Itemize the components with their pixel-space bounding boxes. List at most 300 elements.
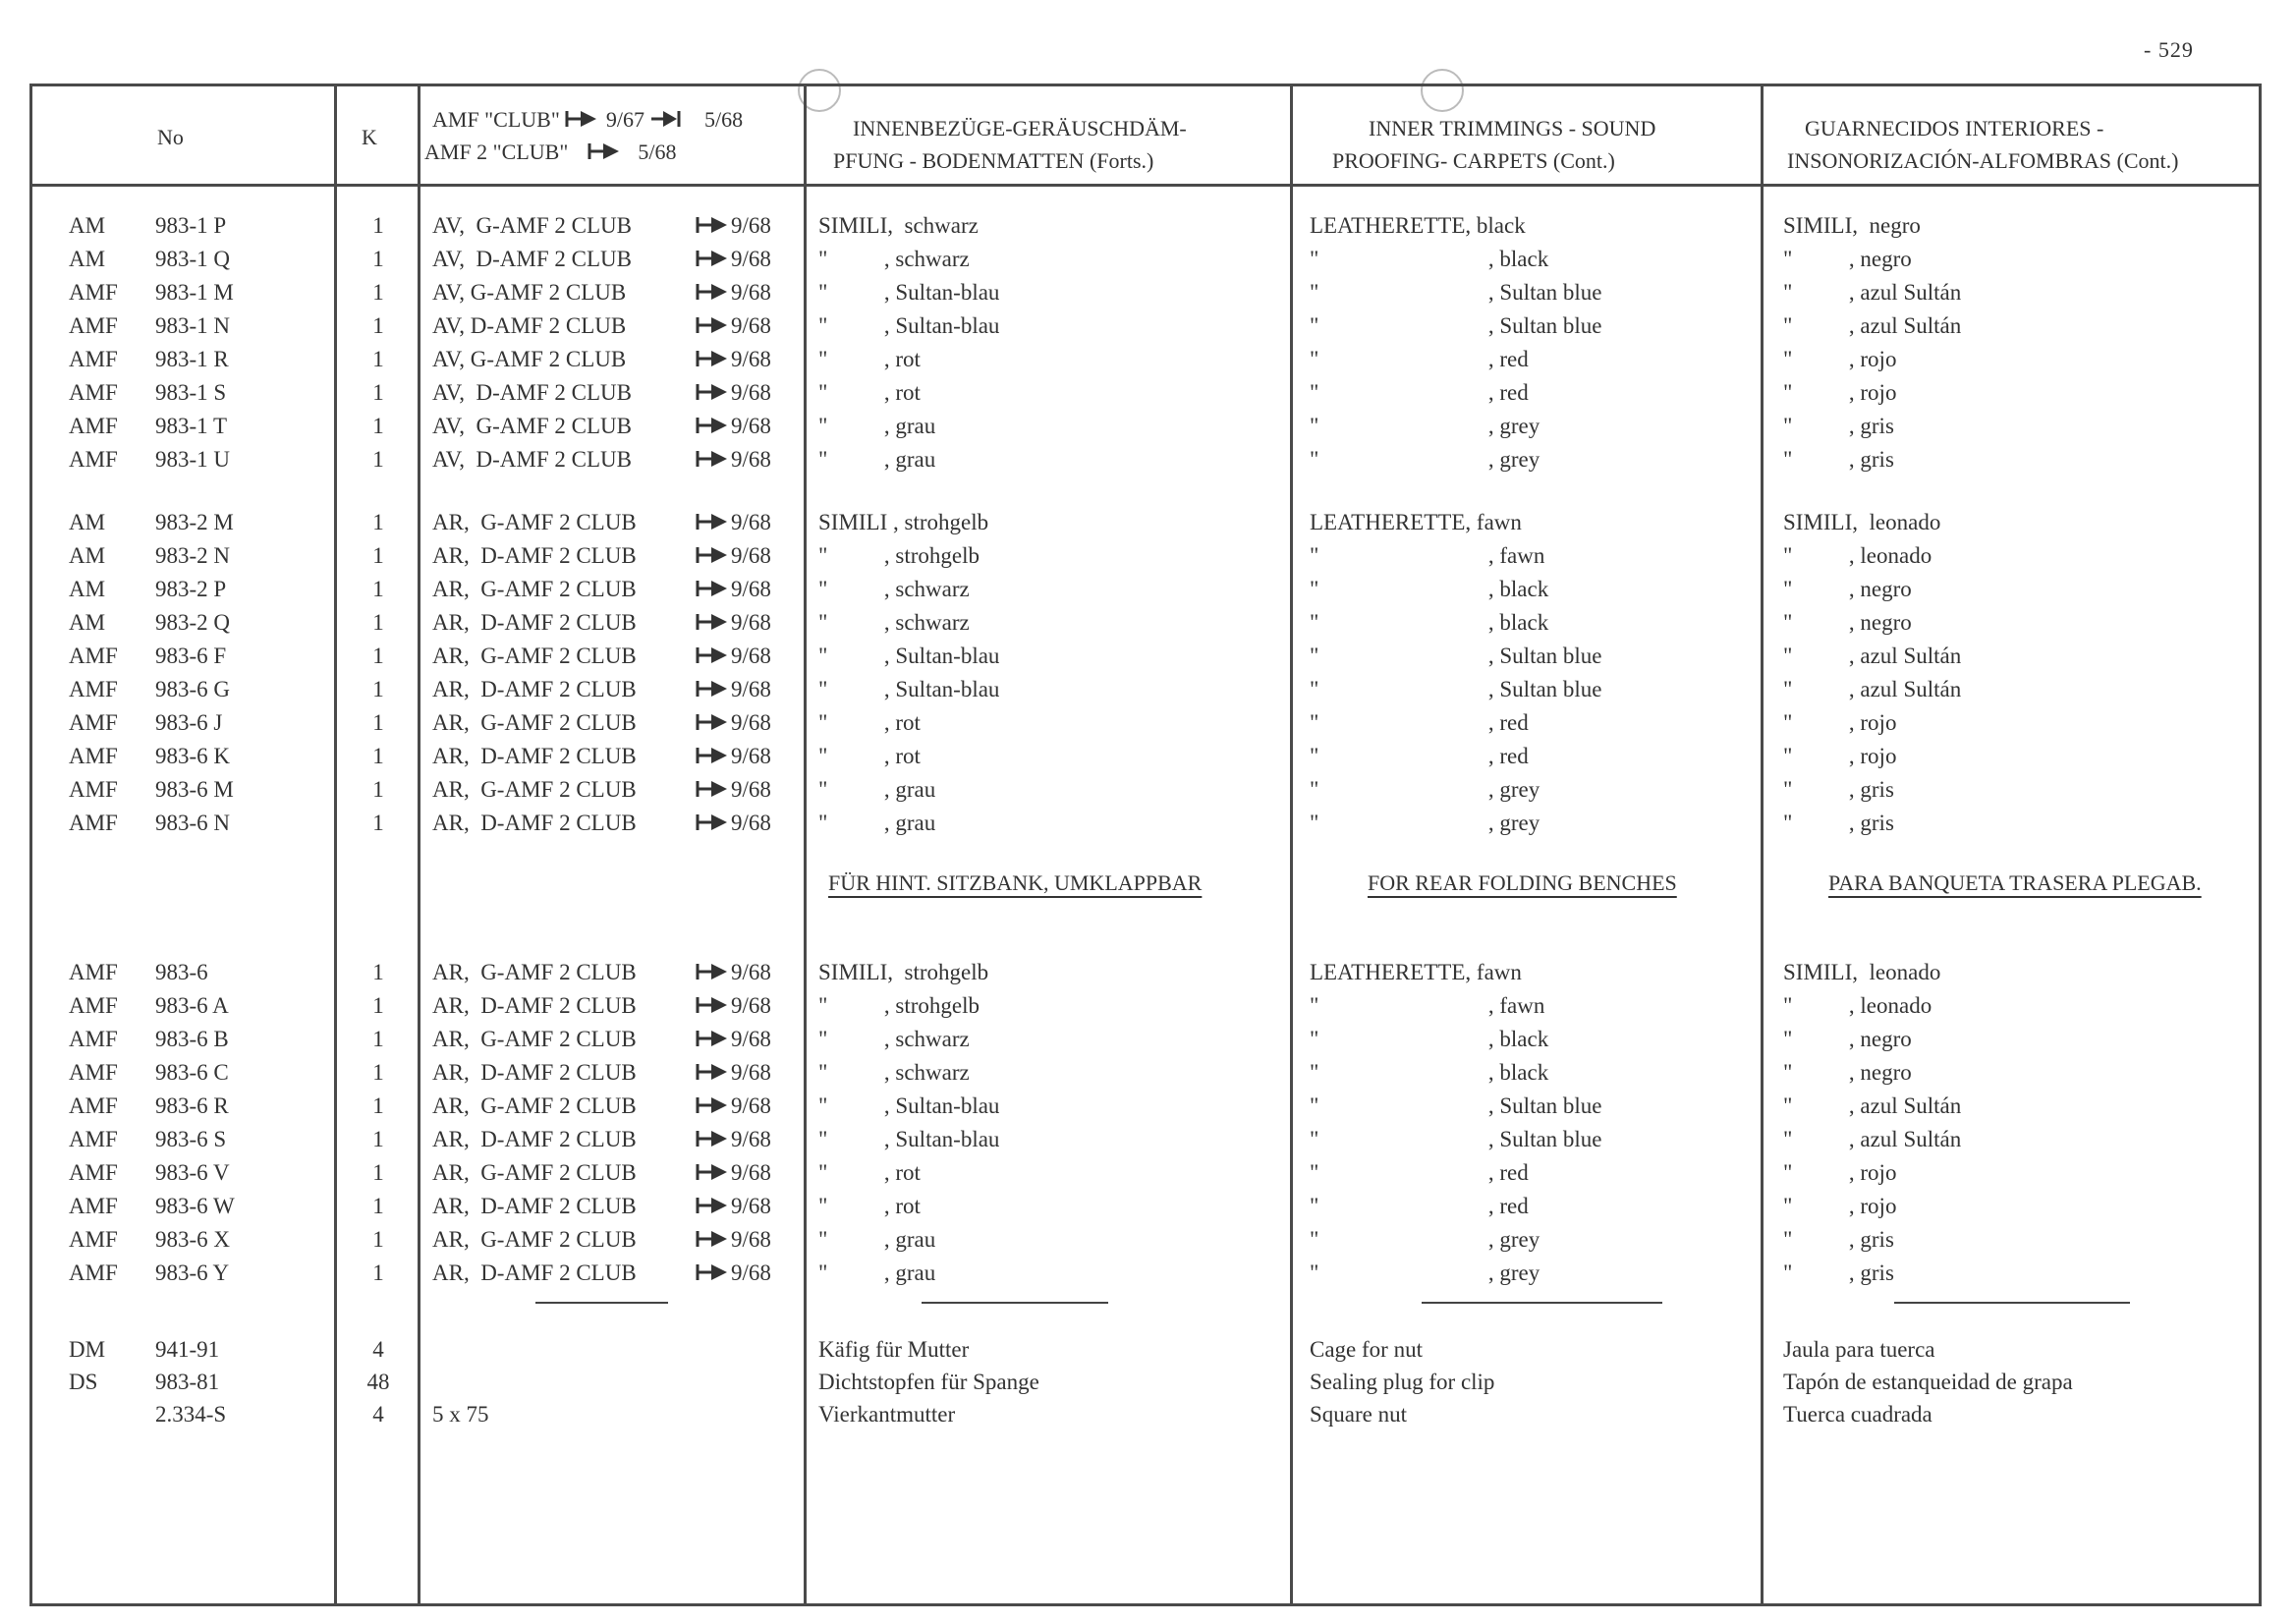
part-number: 983-6 R — [155, 1093, 229, 1118]
table-row — [0, 1090, 2296, 1123]
description-es: " , leonado — [1783, 993, 1932, 1018]
table-row — [0, 773, 2296, 807]
from-date-arrow-icon — [696, 248, 729, 269]
part-number: 983-1 U — [155, 447, 231, 472]
header-variant-date1: 9/67 — [605, 107, 644, 132]
table-row — [0, 506, 2296, 539]
date-value: 9/68 — [731, 1160, 771, 1185]
description-en: Cage for nut — [1310, 1337, 1423, 1362]
date-value: 9/68 — [731, 1227, 771, 1252]
part-number: 2.334-S — [155, 1402, 227, 1427]
variant: AR, G-AMF 2 CLUB — [432, 577, 637, 601]
header-en-line2: PROOFING- CARPETS (Cont.) — [1332, 148, 1615, 173]
from-date-arrow-icon — [588, 140, 621, 162]
part-number: 983-1 Q — [155, 247, 231, 271]
description-en: " , Sultan blue — [1310, 280, 1602, 305]
valid-from-date — [696, 956, 771, 989]
part-prefix: AMF — [69, 1194, 118, 1218]
quantity-k: 1 — [372, 710, 384, 735]
part-prefix: AMF — [69, 677, 118, 701]
description-es: " , rojo — [1783, 1160, 1897, 1185]
description-de: " , schwarz — [818, 247, 970, 271]
description-es: " , azul Sultán — [1783, 313, 1962, 338]
part-number: 983-6 — [155, 960, 208, 984]
header-variant-date2: 5/68 — [703, 107, 744, 132]
description-de: " , Sultan-blau — [818, 280, 1000, 305]
valid-from-date — [696, 740, 771, 773]
part-number: 983-1 P — [155, 213, 227, 238]
date-value: 9/68 — [731, 1127, 771, 1151]
quantity-k: 1 — [372, 744, 384, 768]
part-number: 983-6 F — [155, 644, 227, 668]
part-number: 983-6 K — [155, 744, 231, 768]
from-date-arrow-icon — [696, 448, 729, 470]
header-es-line2: INSONORIZACIÓN-ALFOMBRAS (Cont.) — [1787, 148, 2179, 173]
description-de: " , grau — [818, 1260, 936, 1285]
date-value: 9/68 — [731, 677, 771, 701]
description-en: Sealing plug for clip — [1310, 1370, 1495, 1394]
valid-from-date — [696, 1257, 771, 1290]
description-es: " , negro — [1783, 1027, 1912, 1051]
description-de: " , strohgelb — [818, 543, 980, 568]
part-prefix: AMF — [69, 1260, 118, 1285]
description-es: " , rojo — [1783, 1194, 1897, 1218]
part-number: 983-81 — [155, 1370, 220, 1394]
date-value: 9/68 — [731, 610, 771, 635]
part-prefix: AM — [69, 510, 106, 534]
part-prefix: AM — [69, 213, 106, 238]
description-es: SIMILI, leonado — [1783, 960, 1941, 984]
quantity-k: 4 — [372, 1337, 384, 1362]
part-number: 983-6 N — [155, 811, 231, 835]
from-date-arrow-icon — [696, 745, 729, 766]
part-prefix: AMF — [69, 644, 118, 668]
quantity-k: 4 — [372, 1402, 384, 1427]
date-value: 9/68 — [731, 710, 771, 735]
part-prefix: DM — [69, 1337, 106, 1362]
block-end-rule-de — [922, 1302, 1108, 1304]
table-row — [0, 309, 2296, 343]
part-prefix: AMF — [69, 347, 118, 371]
from-date-arrow-icon — [696, 644, 729, 666]
description-en: " , fawn — [1310, 543, 1545, 568]
from-date-arrow-icon — [696, 778, 729, 800]
header-rule — [29, 184, 2262, 187]
part-prefix: AM — [69, 577, 106, 601]
block-end-rule-variant — [535, 1302, 668, 1304]
header-en-line1: INNER TRIMMINGS - SOUND — [1369, 116, 1656, 140]
description-de: Käfig für Mutter — [818, 1337, 970, 1362]
header-k: K — [362, 125, 377, 149]
variant: AR, G-AMF 2 CLUB — [432, 1227, 637, 1252]
variant: AV, G-AMF 2 CLUB — [432, 347, 627, 371]
description-de: " , schwarz — [818, 577, 970, 601]
from-date-arrow-icon — [696, 214, 729, 236]
description-de: " , Sultan-blau — [818, 1127, 1000, 1151]
description-es: " , rojo — [1783, 710, 1897, 735]
quantity-k: 1 — [372, 347, 384, 371]
quantity-k: 1 — [372, 510, 384, 534]
description-de: " , rot — [818, 1194, 921, 1218]
date-value: 9/68 — [731, 577, 771, 601]
table-row — [0, 673, 2296, 706]
valid-from-date — [696, 309, 771, 343]
date-value: 9/68 — [731, 1093, 771, 1118]
table-row — [0, 989, 2296, 1023]
variant: AV, G-AMF 2 CLUB — [432, 213, 633, 238]
description-es: " , azul Sultán — [1783, 1127, 1962, 1151]
date-value: 9/68 — [731, 380, 771, 405]
description-de: " , Sultan-blau — [818, 644, 1000, 668]
from-date-arrow-icon — [696, 678, 729, 700]
date-value: 9/68 — [731, 777, 771, 802]
from-date-arrow-icon — [696, 812, 729, 833]
part-number: 983-1 R — [155, 347, 229, 371]
description-en: " , Sultan blue — [1310, 1093, 1602, 1118]
valid-from-date — [696, 506, 771, 539]
date-value: 9/68 — [731, 510, 771, 534]
from-date-arrow-icon — [696, 381, 729, 403]
date-value: 9/68 — [731, 644, 771, 668]
table-row — [0, 1398, 2296, 1431]
date-value: 9/68 — [731, 1060, 771, 1085]
table-row — [0, 410, 2296, 443]
description-en: " , grey — [1310, 1227, 1540, 1252]
part-number: 983-6 B — [155, 1027, 229, 1051]
description-de: " , Sultan-blau — [818, 313, 1000, 338]
from-date-arrow-icon — [696, 578, 729, 599]
valid-from-date — [696, 606, 771, 640]
description-es: Tapón de estanqueidad de grapa — [1783, 1370, 2073, 1394]
valid-from-date — [696, 573, 771, 606]
description-de: " , grau — [818, 447, 936, 472]
part-number: 983-6 S — [155, 1127, 227, 1151]
date-value: 9/68 — [731, 1027, 771, 1051]
variant: AR, G-AMF 2 CLUB — [432, 960, 637, 984]
block-end-rule-es — [1894, 1302, 2130, 1304]
description-es: " , rojo — [1783, 347, 1897, 371]
variant: AR, G-AMF 2 CLUB — [432, 1160, 637, 1185]
date-value: 9/68 — [731, 993, 771, 1018]
table-row — [0, 606, 2296, 640]
part-number: 983-6 G — [155, 677, 231, 701]
part-number: 983-6 A — [155, 993, 229, 1018]
variant: AR, D-AMF 2 CLUB — [432, 543, 637, 568]
variant: AR, D-AMF 2 CLUB — [432, 811, 637, 835]
variant: AR, G-AMF 2 CLUB — [432, 710, 637, 735]
variant: AR, D-AMF 2 CLUB — [432, 610, 637, 635]
description-de: SIMILI , strohgelb — [818, 510, 989, 534]
description-es: " , negro — [1783, 1060, 1912, 1085]
header-no: No — [157, 125, 184, 149]
quantity-k: 1 — [372, 213, 384, 238]
part-prefix: AMF — [69, 1027, 118, 1051]
block-end-rule-en — [1422, 1302, 1662, 1304]
description-de: " , rot — [818, 744, 921, 768]
quantity-k: 1 — [372, 644, 384, 668]
valid-from-date — [696, 773, 771, 807]
quantity-k: 1 — [372, 1160, 384, 1185]
part-prefix: AMF — [69, 777, 118, 802]
description-de: " , grau — [818, 811, 936, 835]
description-es: " , negro — [1783, 577, 1912, 601]
description-en: " , Sultan blue — [1310, 1127, 1602, 1151]
quantity-k: 1 — [372, 1093, 384, 1118]
from-date-arrow-icon — [696, 1228, 729, 1250]
subheading-en: FOR REAR FOLDING BENCHES — [1368, 870, 1677, 895]
valid-from-date — [696, 807, 771, 840]
description-de: " , rot — [818, 1160, 921, 1185]
part-prefix: AMF — [69, 1227, 118, 1252]
variant: AR, D-AMF 2 CLUB — [432, 1060, 637, 1085]
from-date-arrow-icon — [696, 415, 729, 436]
from-date-arrow-icon — [696, 1161, 729, 1183]
part-prefix: AMF — [69, 447, 118, 472]
table-row — [0, 1023, 2296, 1056]
from-date-arrow-icon — [696, 961, 729, 982]
description-en: LEATHERETTE, fawn — [1310, 510, 1522, 534]
part-prefix: AMF — [69, 1060, 118, 1085]
valid-from-date — [696, 539, 771, 573]
header-variant-date3: 5/68 — [638, 140, 677, 164]
description-de: " , schwarz — [818, 1060, 970, 1085]
table-row — [0, 956, 2296, 989]
valid-from-date — [696, 1023, 771, 1056]
variant: AV, D-AMF 2 CLUB — [432, 247, 633, 271]
description-es: " , gris — [1783, 1260, 1894, 1285]
table-row — [0, 443, 2296, 476]
header-variant-line2 — [424, 136, 676, 168]
quantity-k: 48 — [366, 1370, 390, 1394]
part-prefix: AMF — [69, 710, 118, 735]
part-prefix: AMF — [69, 1160, 118, 1185]
description-en: " , black — [1310, 1027, 1549, 1051]
to-date-arrow-icon — [649, 108, 683, 130]
valid-from-date — [696, 343, 771, 376]
from-date-arrow-icon — [696, 611, 729, 633]
quantity-k: 1 — [372, 777, 384, 802]
description-de: " , Sultan-blau — [818, 677, 1000, 701]
date-value: 9/68 — [731, 744, 771, 768]
description-es: Tuerca cuadrada — [1783, 1402, 1932, 1427]
description-es: " , gris — [1783, 777, 1894, 802]
description-es: " , azul Sultán — [1783, 677, 1962, 701]
description-en: Square nut — [1310, 1402, 1408, 1427]
description-en: " , black — [1310, 1060, 1549, 1085]
from-date-arrow-icon — [696, 1128, 729, 1149]
valid-from-date — [696, 673, 771, 706]
part-number: 983-1 M — [155, 280, 234, 305]
from-date-arrow-icon — [696, 511, 729, 532]
description-es: " , azul Sultán — [1783, 280, 1962, 305]
part-number: 941-91 — [155, 1337, 220, 1362]
part-prefix: AM — [69, 610, 106, 635]
description-en: " , black — [1310, 610, 1549, 635]
valid-from-date — [696, 410, 771, 443]
quantity-k: 1 — [372, 960, 384, 984]
table-row — [0, 1333, 2296, 1367]
from-date-arrow-icon — [696, 544, 729, 566]
quantity-k: 1 — [372, 280, 384, 305]
quantity-k: 1 — [372, 677, 384, 701]
variant: AR, G-AMF 2 CLUB — [432, 1027, 637, 1051]
table-row — [0, 276, 2296, 309]
variant: AR, D-AMF 2 CLUB — [432, 677, 637, 701]
part-number: 983-2 N — [155, 543, 231, 568]
part-number: 983-1 N — [155, 313, 231, 338]
part-prefix: AMF — [69, 313, 118, 338]
valid-from-date — [696, 640, 771, 673]
variant: AV, D-AMF 2 CLUB — [432, 313, 627, 338]
part-number: 983-2 Q — [155, 610, 231, 635]
description-es: " , negro — [1783, 247, 1912, 271]
part-prefix: AM — [69, 247, 106, 271]
description-en: " , Sultan blue — [1310, 644, 1602, 668]
header-variant-line1 — [432, 103, 743, 136]
part-prefix: AMF — [69, 993, 118, 1018]
description-es: SIMILI, negro — [1783, 213, 1921, 238]
valid-from-date — [696, 1090, 771, 1123]
part-number: 983-1 S — [155, 380, 227, 405]
date-value: 9/68 — [731, 414, 771, 438]
page-number: - 529 — [2144, 37, 2194, 62]
quantity-k: 1 — [372, 1060, 384, 1085]
variant: AR, D-AMF 2 CLUB — [432, 1260, 637, 1285]
quantity-k: 1 — [372, 811, 384, 835]
quantity-k: 1 — [372, 577, 384, 601]
quantity-k: 1 — [372, 1027, 384, 1051]
date-value: 9/68 — [731, 347, 771, 371]
quantity-k: 1 — [372, 1227, 384, 1252]
quantity-k: 1 — [372, 1127, 384, 1151]
part-number: 983-6 X — [155, 1227, 231, 1252]
part-prefix: AMF — [69, 414, 118, 438]
description-en: " , black — [1310, 577, 1549, 601]
description-en: " , fawn — [1310, 993, 1545, 1018]
quantity-k: 1 — [372, 313, 384, 338]
valid-from-date — [696, 1190, 771, 1223]
description-de: " , grau — [818, 414, 936, 438]
from-date-arrow-icon — [696, 1061, 729, 1083]
part-prefix: AMF — [69, 280, 118, 305]
variant: AV, G-AMF 2 CLUB — [432, 280, 627, 305]
date-value: 9/68 — [731, 447, 771, 472]
valid-from-date — [696, 376, 771, 410]
table-row — [0, 1156, 2296, 1190]
from-date-arrow-icon — [696, 994, 729, 1016]
table-row — [0, 1123, 2296, 1156]
table-row — [0, 640, 2296, 673]
table-row — [0, 706, 2296, 740]
subheading-es: PARA BANQUETA TRASERA PLEGAB. — [1828, 870, 2202, 895]
table-row — [0, 1056, 2296, 1090]
description-en: " , red — [1310, 710, 1529, 735]
from-date-arrow-icon — [696, 348, 729, 369]
date-value: 9/68 — [731, 543, 771, 568]
date-value: 9/68 — [731, 313, 771, 338]
subheading-de: FÜR HINT. SITZBANK, UMKLAPPBAR — [828, 870, 1203, 895]
description-en: " , red — [1310, 380, 1529, 405]
quantity-k: 1 — [372, 610, 384, 635]
description-en: " , red — [1310, 1160, 1529, 1185]
valid-from-date — [696, 1056, 771, 1090]
description-en: " , grey — [1310, 777, 1540, 802]
variant: AV, D-AMF 2 CLUB — [432, 447, 633, 472]
valid-from-date — [696, 276, 771, 309]
description-es: " , rojo — [1783, 380, 1897, 405]
valid-from-date — [696, 1223, 771, 1257]
header-variant-model2: AMF 2 "CLUB" — [424, 140, 569, 164]
quantity-k: 1 — [372, 247, 384, 271]
quantity-k: 1 — [372, 1194, 384, 1218]
table-row — [0, 243, 2296, 276]
part-number: 983-6 M — [155, 777, 234, 802]
variant: AR, D-AMF 2 CLUB — [432, 744, 637, 768]
part-prefix: AMF — [69, 744, 118, 768]
valid-from-date — [696, 443, 771, 476]
description-en: " , red — [1310, 744, 1529, 768]
part-prefix: AMF — [69, 1093, 118, 1118]
description-en: " , grey — [1310, 447, 1540, 472]
part-number: 983-6 C — [155, 1060, 229, 1085]
variant: AV, G-AMF 2 CLUB — [432, 414, 633, 438]
valid-from-date — [696, 706, 771, 740]
description-es: " , azul Sultán — [1783, 1093, 1962, 1118]
header-de-line2: PFUNG - BODENMATTEN (Forts.) — [833, 148, 1154, 173]
description-en: " , grey — [1310, 414, 1540, 438]
table-row — [0, 1223, 2296, 1257]
description-es: " , gris — [1783, 447, 1894, 472]
from-date-arrow-icon — [696, 1028, 729, 1049]
description-en: " , black — [1310, 247, 1549, 271]
part-number: 983-1 T — [155, 414, 228, 438]
header-de-line1: INNENBEZÜGE-GERÄUSCHDÄM- — [853, 116, 1187, 140]
part-prefix: AMF — [69, 1127, 118, 1151]
description-en: " , Sultan blue — [1310, 313, 1602, 338]
from-date-arrow-icon — [696, 1094, 729, 1116]
part-number: 983-6 J — [155, 710, 223, 735]
description-es: " , rojo — [1783, 744, 1897, 768]
part-prefix: AM — [69, 543, 106, 568]
date-value: 9/68 — [731, 1260, 771, 1285]
table-row — [0, 209, 2296, 243]
variant: AR, D-AMF 2 CLUB — [432, 1127, 637, 1151]
part-number: 983-2 P — [155, 577, 227, 601]
variant: AR, G-AMF 2 CLUB — [432, 644, 637, 668]
quantity-k: 1 — [372, 1260, 384, 1285]
date-value: 9/68 — [731, 1194, 771, 1218]
description-de: Dichtstopfen für Spange — [818, 1370, 1039, 1394]
header-variant-model1: AMF "CLUB" — [432, 107, 560, 132]
quantity-k: 1 — [372, 380, 384, 405]
description-de: SIMILI, strohgelb — [818, 960, 989, 984]
from-date-arrow-icon — [696, 281, 729, 303]
description-es: SIMILI, leonado — [1783, 510, 1941, 534]
valid-from-date — [696, 243, 771, 276]
variant: AR, D-AMF 2 CLUB — [432, 993, 637, 1018]
table-row — [0, 1190, 2296, 1223]
part-prefix: AMF — [69, 960, 118, 984]
from-date-arrow-icon — [565, 108, 598, 130]
description-en: " , grey — [1310, 1260, 1540, 1285]
description-es: " , gris — [1783, 1227, 1894, 1252]
quantity-k: 1 — [372, 543, 384, 568]
description-es: " , leonado — [1783, 543, 1932, 568]
description-de: " , grau — [818, 777, 936, 802]
valid-from-date — [696, 1123, 771, 1156]
variant: 5 x 75 — [432, 1402, 489, 1427]
part-number: 983-6 W — [155, 1194, 235, 1218]
